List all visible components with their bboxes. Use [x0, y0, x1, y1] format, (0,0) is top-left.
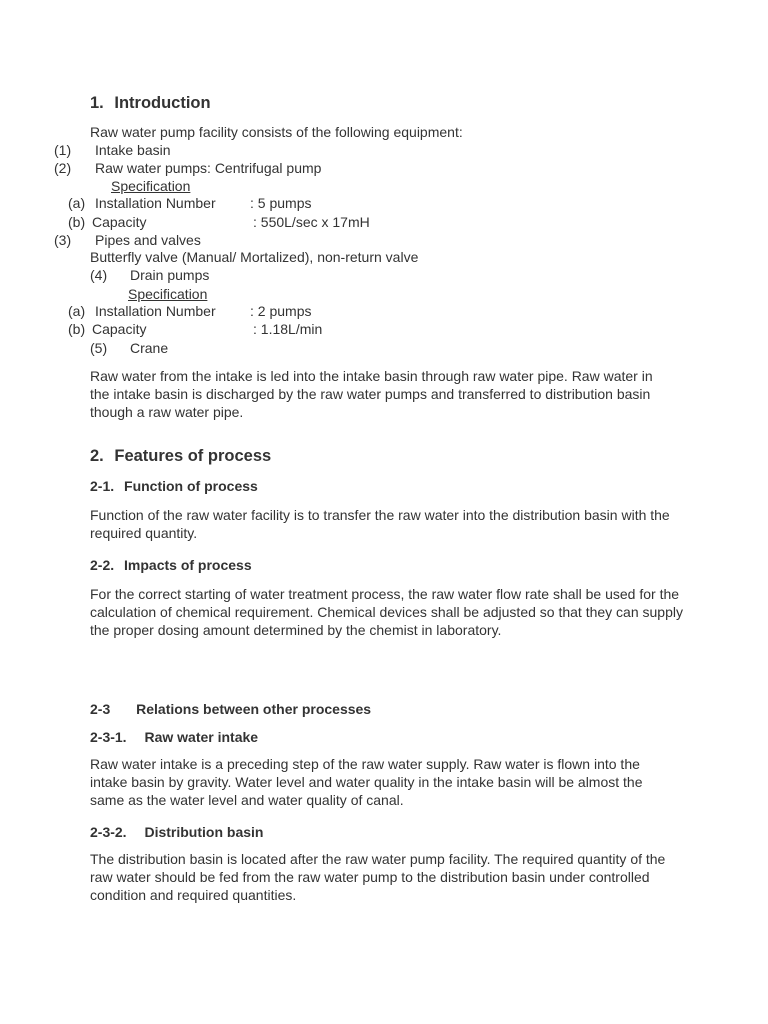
subsection-2-3-heading: [90, 701, 371, 717]
item-5-text: Crane: [130, 340, 169, 356]
item-2-number: (2): [54, 160, 72, 176]
intro-paragraph: Raw water from the intake is led into the intake basin through raw water pipe. Raw water in the intake basin is discharged by the raw water pumps and transferred to distribution basin though a raw water pipe.: [90, 368, 653, 420]
spec-2b-value: : 1.18L/min: [253, 321, 323, 337]
section-2-title: Features of process: [114, 447, 272, 465]
item-1-text: Intake basin: [95, 142, 171, 158]
spec-1a-label: Installation Number: [95, 195, 216, 211]
subsection-2-3-title: Relations between other processes: [136, 701, 372, 717]
subsection-2-3-2-title: Distribution basin: [144, 824, 264, 840]
spec-2a-number: (a): [68, 303, 86, 319]
spec-2a-value: : 2 pumps: [250, 303, 312, 319]
subsection-2-2-title: Impacts of process: [124, 557, 252, 573]
valves-text: Butterfly valve (Manual/ Mortalized), non-return valve: [90, 249, 419, 265]
item-3-number: (3): [54, 232, 72, 248]
subsection-2-3-2-heading: [90, 824, 263, 840]
specification-label-1: Specification: [111, 178, 191, 194]
item-3-text: Pipes and valves: [95, 232, 201, 248]
spec-1a-number: (a): [68, 195, 86, 211]
spec-2b-label: Capacity: [92, 321, 147, 337]
subsection-2-3-2-text: The distribution basin is located after the raw water pump facility. The required quantity of the raw water should be fed from the raw water pump to the distribution basin under controlled condition and required quantities.: [90, 851, 666, 903]
subsection-2-2-number: 2-2.: [90, 557, 115, 573]
subsection-2-1-text: Function of the raw water facility is to transfer the raw water into the distribution basin with the required quantity.: [90, 507, 670, 541]
section-1-title: Introduction: [114, 94, 211, 112]
subsection-2-2-text: For the correct starting of water treatment process, the raw water flow rate shall be used for the calculation of chemical requirement. Chemical devices shall be adjusted so that they can supply the proper dosing amount determined by the chemist in laboratory.: [90, 586, 683, 638]
specification-label-2: Specification: [128, 286, 208, 302]
section-2-heading: [90, 447, 271, 466]
section-1-heading: [90, 94, 211, 113]
item-1-number: (1): [54, 142, 72, 158]
spec-1b-value: : 550L/sec x 17mH: [253, 214, 370, 230]
subsection-2-2-heading: [90, 557, 252, 573]
intro-sentence: Raw water pump facility consists of the following equipment:: [90, 124, 463, 140]
item-5-number: (5): [90, 340, 108, 356]
subsection-2-3-2-number: 2-3-2.: [90, 824, 127, 840]
subsection-2-1-heading: [90, 478, 258, 494]
subsection-2-3-1-text: Raw water intake is a preceding step of the raw water supply. Raw water is flown into the intake basin by gravity. Water level and water quality in the intake basin will be almost the same as the water level and water quality of canal.: [90, 756, 643, 808]
spec-1b-number: (b): [68, 214, 86, 230]
section-1-number: 1.: [90, 94, 104, 112]
spec-1a-value: : 5 pumps: [250, 195, 312, 211]
item-2-text: Raw water pumps: Centrifugal pump: [95, 160, 322, 176]
subsection-2-3-1-number: 2-3-1.: [90, 729, 127, 745]
subsection-2-1-number: 2-1.: [90, 478, 115, 494]
subsection-2-3-1-heading: [90, 729, 258, 745]
item-4-text: Drain pumps: [130, 267, 210, 283]
item-4-number: (4): [90, 267, 108, 283]
spec-2a-label: Installation Number: [95, 303, 216, 319]
section-2-number: 2.: [90, 447, 104, 465]
subsection-2-3-1-title: Raw water intake: [144, 729, 259, 745]
subsection-2-1-title: Function of process: [124, 478, 258, 494]
subsection-2-3-number: 2-3: [90, 701, 111, 717]
spec-2b-number: (b): [68, 321, 86, 337]
spec-1b-label: Capacity: [92, 214, 147, 230]
